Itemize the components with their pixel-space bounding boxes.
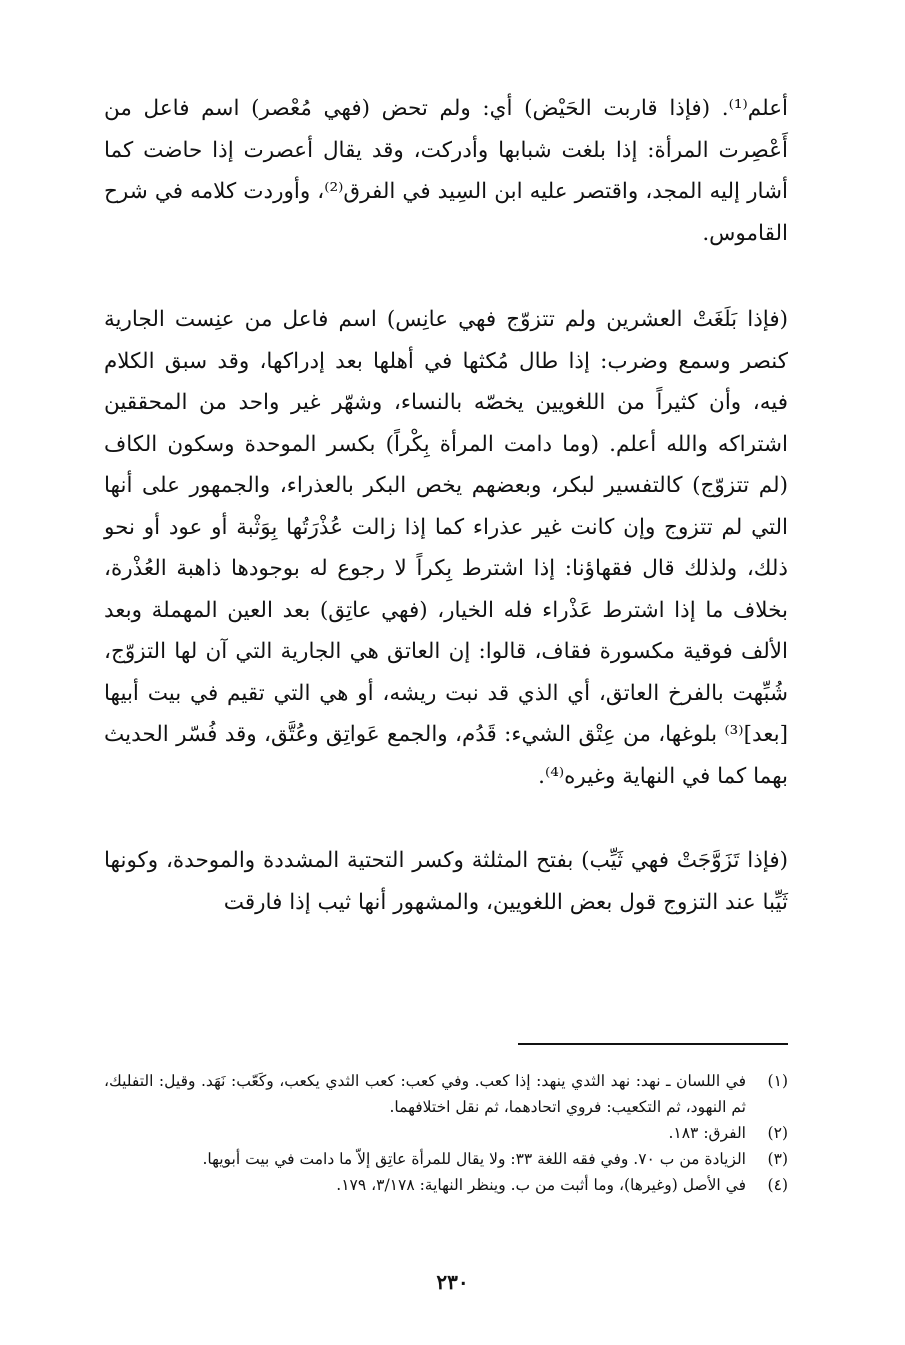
paragraph-3: (فإذا تَزَوَّجَتْ فهي ثَيِّب) بفتح المثلثة وكسر التحتية المشددة والموحدة، وكونها ثَيِّبا عند التزوج قول بعض اللغويين، والمشهور أنها ثيب إذا فارقت xyxy=(104,848,788,915)
footnote-1 xyxy=(104,1068,788,1120)
footnote-4 xyxy=(104,1172,788,1198)
footnote-text: الزيادة من ب ٧٠. وفي فقه اللغة ٣٣: ولا يقال للمرأة عاتِق إلاّ ما دامت في بيت أبويها. xyxy=(202,1150,746,1168)
footnote-text: الفرق: ١٨٣. xyxy=(668,1124,746,1142)
paragraph-1: أعلم⁽¹⁾. (فإذا قاربت الحَيْض) أي: ولم تحض (فهي مُعْصر) اسم فاعل من أَعْصِرت المرأة: إذا بلغت شبابها وأدركت، وقد يقال أعصرت إذا حاضت كما أشار إليه المجد، واقتصر عليه ابن السِيد في الفرق⁽²⁾، وأوردت كلامه في شرح القاموس. xyxy=(104,96,788,246)
page-number: ٢٣٠ xyxy=(436,1270,469,1294)
main-text xyxy=(104,88,788,923)
footnote-3 xyxy=(104,1146,788,1172)
footnote-number: (١) xyxy=(767,1072,788,1090)
footnote-text: في اللسان ـ نهد: نهد الثدي ينهد: إذا كعب. وفي كعب: كعب الثدي يكعب، وكَعّب: نَهَد. وقيل: التفليك، ثم النهود، ثم التكعيب: فروي اتحادهما، ثم نقل اختلافهما. xyxy=(104,1072,746,1116)
footnote-2 xyxy=(104,1120,788,1146)
footnote-number: (٢) xyxy=(767,1124,788,1142)
footnotes xyxy=(104,1068,788,1198)
footnote-number: (٤) xyxy=(767,1176,788,1194)
footnote-text: في الأصل (وغيرها)، وما أثبت من ب. وينظر النهاية: ٣/١٧٨، ١٧٩. xyxy=(336,1176,746,1194)
paragraph-2: (فإذا بَلَغَتْ العشرين ولم تتزوّج فهي عانِس) اسم فاعل من عنِست الجارية كنصر وسمع وضرب: إذا طال مُكثها في أهلها بعد إدراكها، وقد سبق الكلام فيه، وأن كثيراً من اللغويين يخصّه بالنساء، وشهّر غير واحد من المحققين اشتراكه والله أعلم. (وما دامت المرأة بِكْراً) بكسر الموحدة وسكون الكاف (لم تتزوّج) كالتفسير لبكر، وبعضهم يخص البكر بالعذراء، والجمهور على أنها التي لم تتزوج وإن كانت غير عذراء كما إذا زالت عُذْرَتُها بِوَثْبة أو عود أو نحو ذلك، ولذلك قال فقهاؤنا: إذا اشترط بِكراً لا رجوع له بوجودها ذاهبة العُذْرة، بخلاف ما إذا اشترط عَذْراء فله الخيار، (فهي عاتِق) بعد العين المهملة وبعد الألف فوقية مكسورة فقاف، قالوا: إن العاتق هي الجارية التي آن لها التزوّج، شُبِّهت بالفرخ العاتق، أي الذي قد نبت ريشه، أو هي التي تقيم في بيت أبيها [بعد]⁽³⁾ بلوغها، من عِتْق الشيء: قَدُم، والجمع عَواتِق وعُتَّق، وقد فُسّر الحديث بهما كما في النهاية وغيره⁽⁴⁾. xyxy=(104,307,788,789)
footnote-number: (٣) xyxy=(767,1150,788,1168)
footnote-separator xyxy=(518,1043,788,1045)
